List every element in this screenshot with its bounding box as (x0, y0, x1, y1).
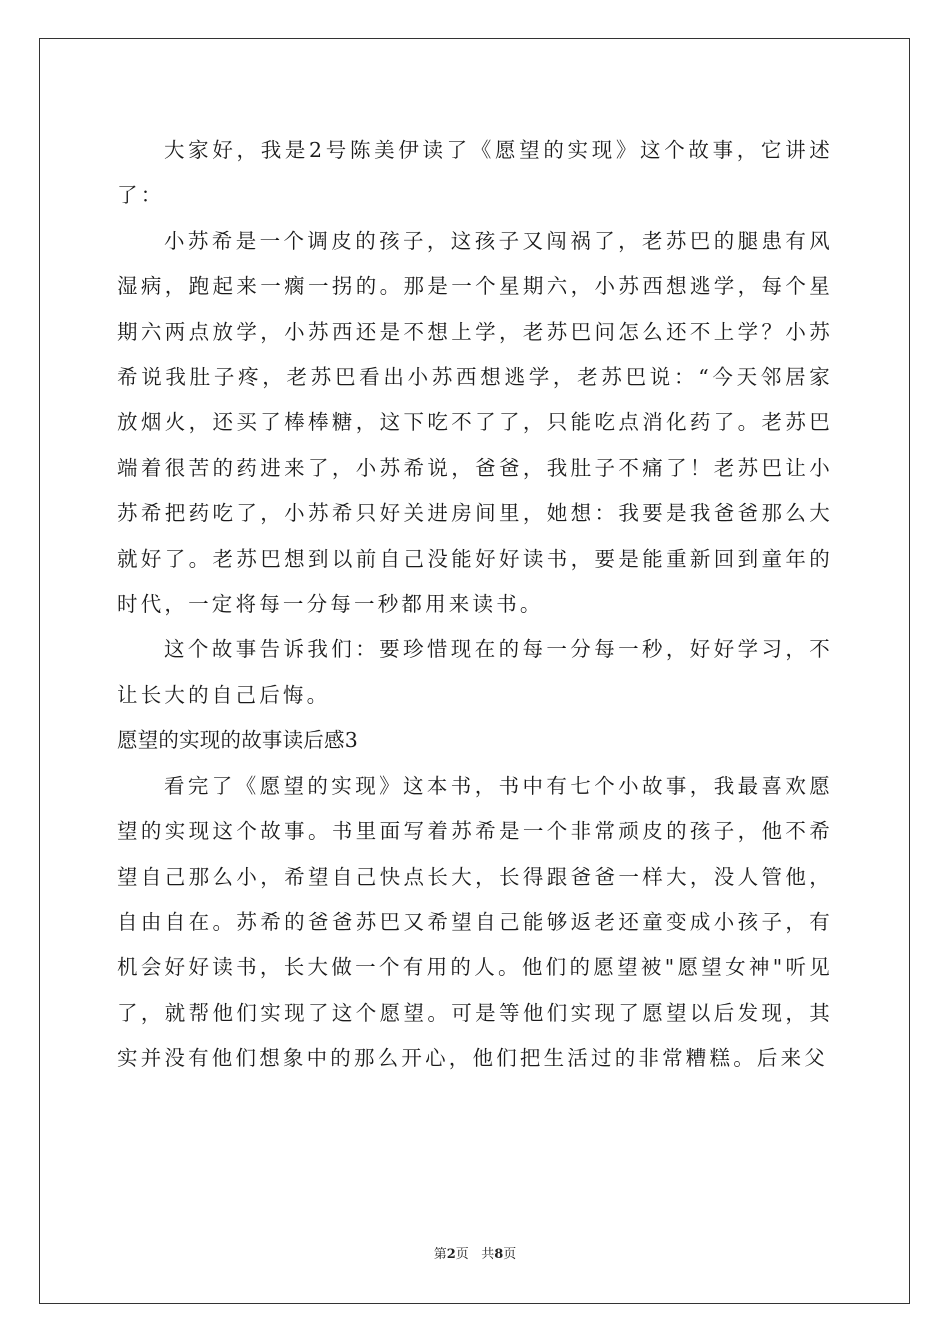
total-pages: 8 (494, 1247, 504, 1262)
section-title: 愿望的实现的故事读后感3 (117, 728, 358, 753)
page-footer (0, 1246, 950, 1264)
paragraph-review: 看完了《愿望的实现》这本书，书中有七个小故事，我最喜欢愿望的实现这个故事。书里面写着苏希是一个非常顽皮的孩子，他不希望自己那么小，希望自己快点长大，长得跟爸爸一样大，没人管他，自由自在。苏希的爸爸苏巴又希望自己能够返老还童变成小孩子，有机会好好读书，长大做一个有用的人。他们的愿望被"愿望女神"听见了，就帮他们实现了这个愿望。可是等他们实现了愿望以后发现，其实并没有他们想象中的那么开心，他们把生活过的非常糟糕。后来父 (117, 773, 833, 1071)
page-suffix: 页 (455, 1247, 469, 1262)
document-body (117, 128, 833, 1082)
page-prefix: 第 (433, 1247, 447, 1262)
paragraph-story: 小苏希是一个调皮的孩子，这孩子又闯祸了，老苏巴的腿患有风湿病，跑起来一瘸一拐的。那是一个星期六，小苏西想逃学，每个星期六两点放学，小苏西还是不想上学，老苏巴问怎么还不上学？小苏希说我肚子疼，老苏巴看出小苏西想逃学，老苏巴说：“今天邻居家放烟火，还买了棒棒糖，这下吃不了了，只能吃点消化药了。老苏巴端着很苦的药进来了，小苏希说，爸爸，我肚子不痛了！老苏巴让小苏希把药吃了，小苏希只好关进房间里，她想：我要是我爸爸那么大就好了。老苏巴想到以前自己没能好好读书，要是能重新回到童年的时代，一定将每一分每一秒都用来读书。 (117, 228, 833, 617)
total-suffix: 页 (503, 1247, 517, 1262)
paragraph-lesson: 这个故事告诉我们：要珍惜现在的每一分每一秒，好好学习，不让长大的自己后悔。 (117, 637, 833, 707)
total-prefix: 共 (481, 1247, 495, 1262)
paragraph-intro: 大家好，我是2号陈美伊读了《愿望的实现》这个故事，它讲述了： (117, 138, 833, 208)
page-number: 2 (446, 1247, 456, 1262)
